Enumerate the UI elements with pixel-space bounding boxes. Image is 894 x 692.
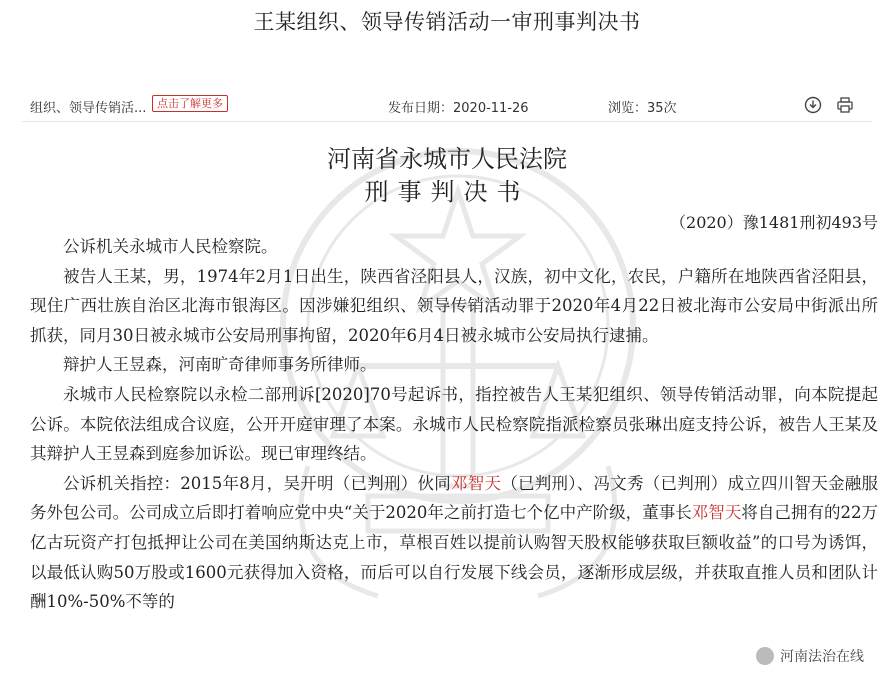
print-icon[interactable] xyxy=(836,96,854,118)
page-title: 王某组织、领导传销活动一审刑事判决书 xyxy=(253,10,641,34)
download-icon[interactable] xyxy=(804,96,822,118)
paragraph-charges xyxy=(30,469,878,617)
learn-more-button[interactable]: 点击了解更多 xyxy=(152,95,228,112)
person-link[interactable]: 邓智天 xyxy=(691,503,742,523)
charges-text-a: 公诉机关指控：2015年8月，吴开明（已判刑）伙同 xyxy=(63,473,451,493)
source-badge xyxy=(750,644,870,668)
document-type: 刑事判决书 xyxy=(364,178,530,206)
view-count: 浏览：35次 xyxy=(608,101,677,116)
paragraph-prosecutor: 公诉机关永城市人民检察院。 xyxy=(63,237,278,256)
publish-date: 发布日期：2020-11-26 xyxy=(388,101,529,116)
case-number: （2020）豫1481刑初493号 xyxy=(670,213,878,232)
source-logo-icon xyxy=(756,647,774,665)
toolbar-icons xyxy=(804,96,864,118)
person-link[interactable]: 邓智天 xyxy=(451,473,502,493)
judgment-body xyxy=(30,232,878,617)
meta-bar xyxy=(0,94,894,118)
charges-text-c: 将自己拥有的22万亿古玩资产打包抵押让公司在美国纳斯达克上市，草根百姓以提前认购智天股权能够获取巨额收益”的口号为诱饵，以最低认购50万股或1600元获得加入资格，而后可以自行发展下线会员，逐渐形成层级，并获取直推人员和团队计酬10%-50%不等的 xyxy=(30,503,879,612)
divider xyxy=(22,121,872,122)
paragraph-procedure: 永城市人民检察院以永检二部刑诉[2020]70号起诉书，指控被告人王某犯组织、领导传销活动罪，向本院提起公诉。本院依法组成合议庭，公开开庭审理了本案。永城市人民检察院指派检察员张琳出庭支持公诉，被告人王某及其辩护人王昱森到庭参加诉讼。现已审理终结。 xyxy=(30,384,878,464)
court-name: 河南省永城市人民法院 xyxy=(327,145,567,173)
paragraph-defense-counsel: 辩护人王昱森，河南旷奇律师事务所律师。 xyxy=(63,355,377,375)
paragraph-defendant: 被告人王某，男，1974年2月1日出生，陕西省泾阳县人，汉族，初中文化，农民，户籍所在地陕西省泾阳县，现住广西壮族自治区北海市银海区。因涉嫌犯组织、领导传销活动罪于2020年4月22日被北海市公安局中街派出所抓获，同月30日被永城市公安局刑事拘留，2020年6月4日被永城市公安局执行逮捕。 xyxy=(30,266,878,345)
breadcrumb[interactable]: 组织、领导传销活... xyxy=(30,101,147,116)
source-label: 河南法治在线 xyxy=(780,649,864,665)
charges-text-b: （已判刑）、冯文秀（已判刑）成立四川智天金融服务外包公司。公司成立后即打着响应党中央“关于2020年之前打造七个亿中产阶级，董事长 xyxy=(30,473,878,523)
